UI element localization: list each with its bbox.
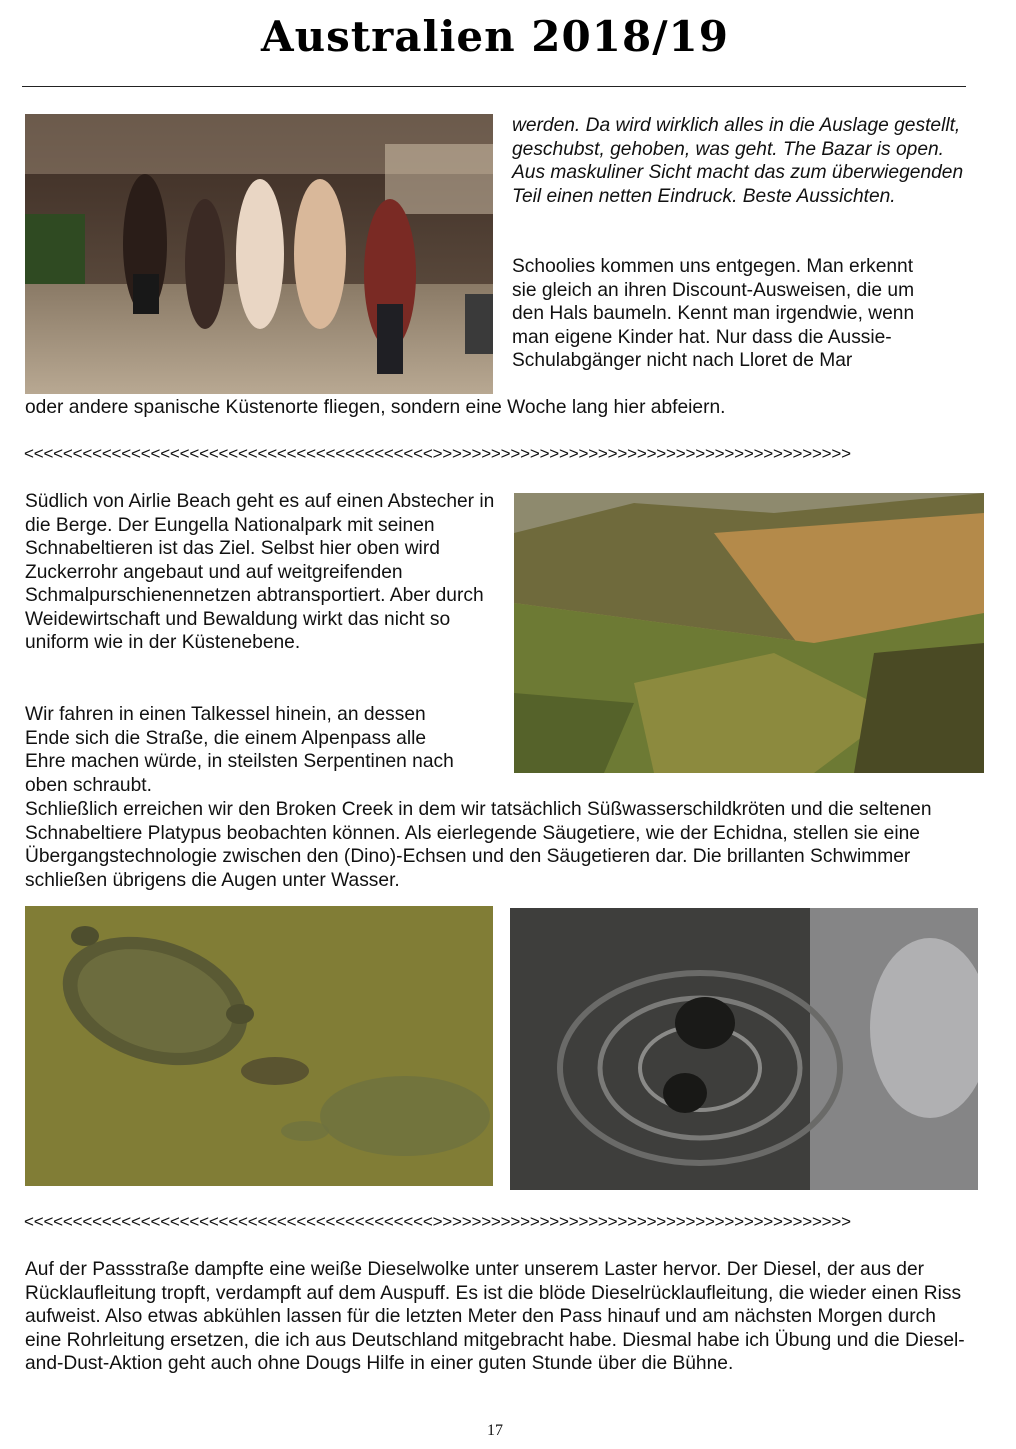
section1-para2-wrap: Schoolies kommen uns entgegen. Man erkennt sie gleich an ihren Discount-Ausweisen, die um den Hals baumeln. Kennt man irgendwie, wenn man eigene Kinder hat. Nur dass die Aussie-Schulabgänger nicht nach Lloret de Mar [512, 256, 915, 371]
eungella-valley-photo [514, 493, 984, 773]
title-rule [22, 86, 966, 87]
page-number: 17 [487, 1422, 503, 1439]
separator-2: <<<<<<<<<<<<<<<<<<<<<<<<<<<<<<<<<<<<<<<<<<>>>>>>>>>>>>>>>>>>>>>>>>>>>>>>>>>>>>>>>>>>> [24, 1212, 851, 1231]
section1-para1: werden. Da wird wirklich alles in die Auslage gestellt, geschubst, gehoben, was geht. The Bazar is open. Aus maskuliner Sicht macht das zum überwiegenden Teil einen netten Eindruck. Beste Aussichten. [512, 115, 964, 207]
section2-para1: Südlich von Airlie Beach geht es auf einen Abstecher in die Berge. Der Eungella Nationalpark mit seinen Schnabeltieren ist das Ziel. Selbst hier oben wird Zuckerrohr angebaut und auf weitgreifenden Schmalpurschienennetzen abtransportiert. Aber durch Weidewirtschaft und Bewaldung wirkt das nicht so uniform wie in der Küstenebene. [25, 491, 495, 653]
platypus-photo [510, 908, 978, 1190]
section3-para1: Auf der Passstraße dampfte eine weiße Dieselwolke unter unserem Laster hervor. Der Diesel, der aus der Rücklaufleitung tropft, verdampft auf dem Auspuff. Es ist die blöde Dieselrücklaufleitung, die wieder einen Riss aufweist. Also etwas abkühlen lassen für die letzten Meter den Pass hinauf und am nächsten Morgen durch eine Rohrleitung ersetzen, die ich aus Deutschland mitgebracht habe. Diesmal habe ich Übung und die Diesel-and-Dust-Aktion geht auch ohne Dougs Hilfe in einer guten Stunde über die Bühne. [25, 1259, 965, 1374]
separator-1: <<<<<<<<<<<<<<<<<<<<<<<<<<<<<<<<<<<<<<<<<<>>>>>>>>>>>>>>>>>>>>>>>>>>>>>>>>>>>>>>>>>>> [24, 444, 851, 463]
page-title: Australien 2018/19 [261, 12, 729, 61]
section1-para2-full: oder andere spanische Küstenorte fliegen, sondern eine Woche lang hier abfeiern. [25, 397, 726, 418]
section2-para2-full: Schließlich erreichen wir den Broken Creek in dem wir tatsächlich Süßwasserschildkröten und die seltenen Schnabeltiere Platypus beobachten können. Als eierlegende Säugetiere, wie der Echidna, stellen sie eine Übergangstechnologie zwischen den (Dino)-Echsen und den Säugetieren dar. Die brillanten Schwimmer schließen übrigens die Augen unter Wasser. [25, 799, 932, 891]
schoolies-photo [25, 114, 493, 394]
section2-para2-wrap: Wir fahren in einen Talkessel hinein, an dessen Ende sich die Straße, die einem Alpenpass alle Ehre machen würde, in steilsten Serpentinen nach oben schraubt. [25, 704, 454, 796]
turtles-photo [25, 906, 493, 1186]
